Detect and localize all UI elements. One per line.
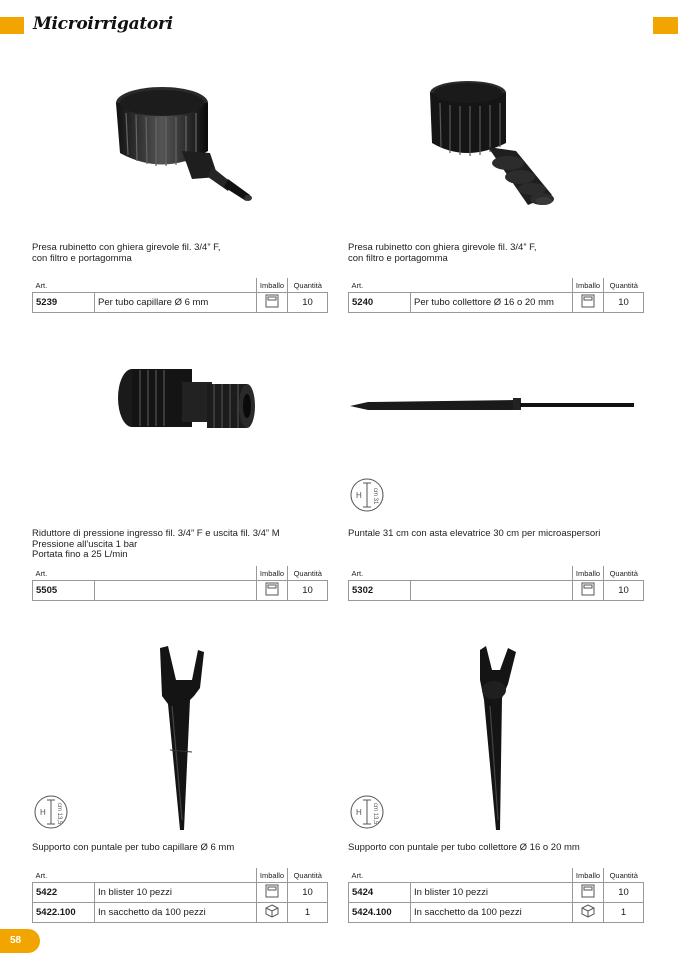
article-code: 5422 — [33, 883, 95, 903]
quantity: 10 — [604, 883, 644, 903]
product-description: Presa rubinetto con ghiera girevole fil. 3/4” F, con filtro e portagomma — [32, 242, 221, 264]
article-description: In blister 10 pezzi — [411, 883, 573, 903]
box-icon — [573, 883, 604, 903]
height-value: cm 31 — [372, 488, 378, 505]
box-icon — [573, 581, 604, 601]
cube-icon — [573, 903, 604, 923]
article-code: 5424 — [349, 883, 411, 903]
product-card-5240 — [348, 55, 644, 320]
product-table — [348, 566, 644, 601]
product-description: Supporto con puntale per tubo capillare Ø 6 mm — [32, 842, 235, 853]
product-description: Riduttore di pressione ingresso fil. 3/4” F e uscita fil. 3/4” M Pressione all'uscita 1 bar Portata fino a 25 L/min — [32, 528, 280, 560]
pressure-reducer-image — [32, 340, 328, 490]
column-header-quantita: Quantità — [604, 566, 644, 581]
article-description — [411, 581, 573, 601]
product-table — [32, 278, 328, 313]
article-description: In sacchetto da 100 pezzi — [95, 903, 257, 923]
product-description: Presa rubinetto con ghiera girevole fil. 3/4” F, con filtro e portagomma — [348, 242, 537, 264]
table-row — [349, 293, 644, 313]
box-icon — [257, 883, 288, 903]
header-accent-tab-right — [653, 17, 678, 34]
product-card-5422 — [32, 640, 328, 930]
quantity: 10 — [604, 293, 644, 313]
column-header-imballo: Imballo — [573, 278, 604, 293]
quantity: 10 — [604, 581, 644, 601]
column-header-imballo: Imballo — [257, 278, 288, 293]
column-header-art: Art. — [33, 566, 95, 581]
column-header-quantita: Quantità — [288, 868, 328, 883]
box-icon — [257, 293, 288, 313]
column-header-art: Art. — [349, 868, 411, 883]
product-description: Puntale 31 cm con asta elevatrice 30 cm per microaspersori — [348, 528, 601, 539]
article-code: 5505 — [33, 581, 95, 601]
product-description: Supporto con puntale per tubo collettore Ø 16 o 20 mm — [348, 842, 580, 853]
table-row — [33, 903, 328, 923]
hose-tap-connector-16-20mm-image — [348, 55, 644, 235]
table-row — [349, 903, 644, 923]
column-header-imballo: Imballo — [573, 868, 604, 883]
stake-support-16-20mm-image — [348, 640, 644, 835]
article-description: Per tubo collettore Ø 16 o 20 mm — [411, 293, 573, 313]
product-card-5505 — [32, 340, 328, 610]
column-header-quantita: Quantità — [604, 868, 644, 883]
product-card-5424 — [348, 640, 644, 930]
table-row — [33, 883, 328, 903]
product-card-5239 — [32, 55, 328, 320]
cube-icon — [257, 903, 288, 923]
column-header-description — [95, 868, 257, 883]
column-header-imballo: Imballo — [573, 566, 604, 581]
article-code: 5422.100 — [33, 903, 95, 923]
column-header-imballo: Imballo — [257, 868, 288, 883]
height-value: cm 13,5 — [56, 803, 62, 825]
product-table — [32, 868, 328, 923]
column-header-art: Art. — [349, 278, 411, 293]
page-number: 58 — [0, 929, 40, 953]
table-row — [33, 293, 328, 313]
product-card-5302 — [348, 340, 644, 610]
table-row — [349, 883, 644, 903]
column-header-art: Art. — [33, 868, 95, 883]
quantity: 1 — [288, 903, 328, 923]
header-accent-tab-left — [0, 17, 24, 34]
box-icon — [573, 293, 604, 313]
hose-tap-connector-6mm-image — [32, 55, 328, 235]
quantity: 10 — [288, 581, 328, 601]
article-code: 5239 — [33, 293, 95, 313]
height-label: H — [356, 808, 362, 817]
height-badge-icon — [350, 795, 384, 829]
product-table — [32, 566, 328, 601]
height-label: H — [40, 808, 46, 817]
column-header-quantita: Quantità — [288, 278, 328, 293]
table-row — [349, 581, 644, 601]
height-badge-icon — [34, 795, 68, 829]
spike-stake-with-riser-image — [348, 340, 644, 490]
article-description: In blister 10 pezzi — [95, 883, 257, 903]
stake-support-6mm-image — [32, 640, 328, 835]
column-header-quantita: Quantità — [288, 566, 328, 581]
column-header-description — [411, 868, 573, 883]
column-header-description — [411, 566, 573, 581]
article-description — [95, 581, 257, 601]
article-description: In sacchetto da 100 pezzi — [411, 903, 573, 923]
page-title: Microirrigatori — [33, 14, 173, 34]
column-header-description — [95, 278, 257, 293]
column-header-art: Art. — [349, 566, 411, 581]
article-code: 5240 — [349, 293, 411, 313]
column-header-quantita: Quantità — [604, 278, 644, 293]
column-header-imballo: Imballo — [257, 566, 288, 581]
article-code: 5302 — [349, 581, 411, 601]
article-code: 5424.100 — [349, 903, 411, 923]
height-label: H — [356, 491, 362, 500]
article-description: Per tubo capillare Ø 6 mm — [95, 293, 257, 313]
quantity: 1 — [604, 903, 644, 923]
quantity: 10 — [288, 293, 328, 313]
quantity: 10 — [288, 883, 328, 903]
column-header-art: Art. — [33, 278, 95, 293]
column-header-description — [411, 278, 573, 293]
box-icon — [257, 581, 288, 601]
height-badge-icon — [350, 478, 384, 512]
table-row — [33, 581, 328, 601]
column-header-description — [95, 566, 257, 581]
height-value: cm 13,5 — [372, 803, 378, 825]
product-table — [348, 868, 644, 923]
product-table — [348, 278, 644, 313]
